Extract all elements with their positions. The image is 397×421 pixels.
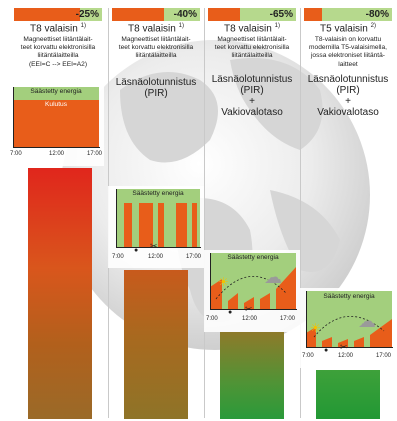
- desc-line: T8-valaisin on korvattu: [314, 36, 382, 43]
- tick-label: 7:00: [112, 254, 124, 260]
- column-description: [300, 36, 396, 69]
- feature-list: [300, 74, 396, 118]
- saved-energy-area: [306, 291, 392, 347]
- desc-line: liitäntälaitteilla: [231, 52, 273, 60]
- desc-line: (EEI=C --> EEI=A2): [28, 60, 88, 68]
- desc-line: jossa elektroniset liitäntä-: [310, 52, 386, 60]
- tick-label: 7:00: [10, 151, 22, 157]
- feature-line: Läsnäolotunnistus: [115, 77, 197, 88]
- person-icon: ●: [134, 247, 139, 254]
- desc-line: liitäntälaitteilla: [37, 52, 79, 60]
- cloud-icon: ☁: [358, 311, 376, 331]
- savings-bar-fill: [14, 8, 80, 21]
- tick-label: 17:00: [186, 254, 202, 260]
- consumption-label: Kulutus: [45, 101, 67, 108]
- footnote-ref: 1): [80, 23, 86, 29]
- saved-energy-label: Säästetty energia: [30, 88, 82, 95]
- consumption-bar-4: [316, 370, 380, 419]
- savings-bar: [112, 8, 200, 21]
- consumption-block: [124, 203, 132, 247]
- x-axis: [13, 147, 100, 148]
- tick-label: 12:00: [148, 254, 164, 260]
- consumption-block: [192, 203, 197, 247]
- title-text: T8 valaisin: [30, 23, 78, 35]
- feature-line: (PIR): [336, 85, 360, 96]
- column-title: [108, 23, 204, 34]
- consumption-area: [13, 100, 99, 147]
- feature-line: (PIR): [144, 88, 168, 99]
- title-text: T5 valaisin: [320, 23, 368, 35]
- column-title: [300, 23, 396, 34]
- tick-label: 7:00: [206, 316, 218, 322]
- savings-percent: -80%: [365, 9, 389, 20]
- consumption-ramps: [306, 291, 392, 347]
- feature-list: [204, 74, 300, 118]
- saved-energy-label: Säästetty energia: [132, 190, 184, 197]
- y-axis: [13, 87, 14, 148]
- sun-icon: ☀: [218, 275, 229, 289]
- column-description: [108, 36, 204, 61]
- saved-energy-label: Säästetty energia: [323, 293, 375, 300]
- x-axis: [306, 347, 393, 348]
- consumption-bar-2: [124, 270, 188, 419]
- saved-energy-area: [13, 87, 99, 147]
- desc-line: Magneettiset liitäntälait-: [23, 36, 93, 43]
- feature-line: Vakiovalotaso: [221, 107, 283, 118]
- y-axis: [210, 253, 211, 310]
- savings-percent: -40%: [173, 9, 197, 20]
- savings-percent: -25%: [75, 9, 99, 20]
- desc-line: laitteet: [338, 60, 358, 68]
- saved-energy-area: [210, 253, 296, 309]
- usage-chart-4: [300, 288, 396, 368]
- feature-line: Läsnäolotunnistus: [307, 74, 389, 85]
- consumption-bar-1: [28, 168, 92, 419]
- column-description: [204, 36, 300, 61]
- usage-chart-3: [204, 250, 300, 332]
- y-axis: [116, 189, 117, 248]
- x-axis: [210, 309, 297, 310]
- sun-icon: ☀: [310, 321, 321, 335]
- tick-label: 17:00: [280, 316, 296, 322]
- tick-label: 12:00: [338, 353, 354, 359]
- footnote-ref: 2): [370, 23, 376, 29]
- consumption-block: [158, 203, 164, 247]
- tick-label: 17:00: [87, 151, 103, 157]
- feature-line: Läsnäolotunnistus: [211, 74, 293, 85]
- savings-bar: [304, 8, 392, 21]
- feature-line: +: [345, 96, 351, 107]
- tick-label: 7:00: [302, 353, 314, 359]
- scissors-icon: ✂: [245, 304, 253, 314]
- consumption-bar-3: [220, 332, 284, 419]
- title-text: T8 valaisin: [128, 23, 176, 35]
- column-title: [10, 23, 106, 34]
- person-icon: ●: [228, 309, 233, 316]
- savings-bar-fill: [112, 8, 164, 21]
- savings-bar-fill: [208, 8, 240, 21]
- savings-bar: [208, 8, 296, 21]
- usage-chart-2: [108, 186, 204, 268]
- scissors-icon: ✂: [340, 342, 348, 352]
- saved-energy-label: Säästetty energia: [227, 254, 279, 261]
- desc-line: modernilla T5-valaisimella,: [309, 44, 387, 52]
- feature-line: Vakiovalotaso: [317, 107, 379, 118]
- tick-label: 17:00: [376, 353, 392, 359]
- savings-bar: [14, 8, 102, 21]
- y-axis: [306, 291, 307, 348]
- footnote-ref: 1): [178, 23, 184, 29]
- desc-line: teet korvattu elektronisilla: [214, 44, 290, 52]
- savings-bar-fill: [304, 8, 322, 21]
- tick-label: 12:00: [242, 316, 258, 322]
- cloud-icon: ☁: [264, 267, 282, 287]
- tick-label: 12:00: [49, 151, 65, 157]
- footnote-ref: 1): [274, 23, 280, 29]
- consumption-block: [176, 203, 187, 247]
- desc-line: Magneettiset liitäntälait-: [217, 36, 287, 43]
- desc-line: teet korvattu elektronisilla: [20, 44, 96, 52]
- scissors-icon: ✂: [150, 241, 158, 251]
- desc-line: Magneettiset liitäntälait-: [121, 36, 191, 43]
- column-title: [204, 23, 300, 34]
- desc-line: liitäntälaitteilla: [135, 52, 177, 60]
- x-axis: [116, 247, 201, 248]
- feature-line: +: [249, 96, 255, 107]
- person-icon: ●: [324, 347, 329, 354]
- savings-percent: -65%: [269, 9, 293, 20]
- desc-line: teet korvattu elektronisilla: [118, 44, 194, 52]
- usage-chart-1: [8, 84, 104, 166]
- feature-list: [108, 77, 204, 99]
- saved-energy-area: [116, 189, 200, 247]
- feature-line: (PIR): [240, 85, 264, 96]
- title-text: T8 valaisin: [224, 23, 272, 35]
- column-description: [10, 36, 106, 69]
